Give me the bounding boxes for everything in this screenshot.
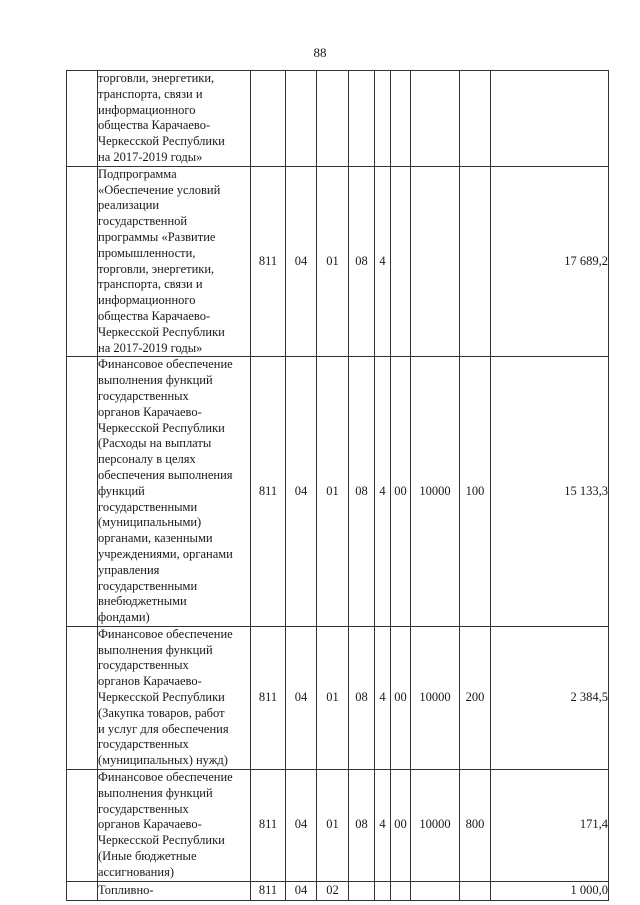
table-row: [67, 357, 609, 627]
direction-code: 10000: [411, 357, 460, 627]
table-row: [67, 71, 609, 167]
admin-code: 811: [251, 770, 286, 882]
subsection-code: [317, 71, 349, 167]
program-code: 08: [349, 626, 375, 769]
amount: 15 133,3: [491, 357, 609, 627]
program-code: 08: [349, 357, 375, 627]
amount: 17 689,2: [491, 166, 609, 357]
expense-type-code: [460, 881, 491, 900]
program-code: [349, 881, 375, 900]
amount: [491, 71, 609, 167]
row-name: Топливно-: [98, 882, 154, 897]
amount: 171,4: [491, 770, 609, 882]
expense-type-code: 100: [460, 357, 491, 627]
table-row: [67, 166, 609, 357]
amount: 2 384,5: [491, 626, 609, 769]
subsection-code: 02: [317, 881, 349, 900]
row-name: торговли, энергетики, транспорта, связи и информационного общества Карачаево- Черкесской Республики на 2017-2019 годы»: [98, 71, 225, 164]
row-name: Финансовое обеспечение выполнения функций государственных органов Карачаево- Черкесской Республики (Расходы на выплаты персоналу в целях обеспечения выполнения функций государственными (муниципальными) органами, казенными учреждениями, органами управления государственными внебюджетными фондами): [98, 357, 233, 625]
direction-code: [411, 166, 460, 357]
subprogram-code: 4: [375, 166, 391, 357]
subprogram-code: [375, 881, 391, 900]
row-number-cell: [67, 881, 98, 900]
admin-code: 811: [251, 166, 286, 357]
expense-type-code: [460, 166, 491, 357]
section-code: 04: [286, 166, 317, 357]
section-code: 04: [286, 357, 317, 627]
row-number-cell: [67, 626, 98, 769]
expense-type-code: 800: [460, 770, 491, 882]
program-code: 08: [349, 770, 375, 882]
subprogram-code: 4: [375, 770, 391, 882]
row-name-cell: [98, 357, 251, 627]
row-name-cell: [98, 166, 251, 357]
program-code: 08: [349, 166, 375, 357]
subsection-code: 01: [317, 770, 349, 882]
amount: 1 000,0: [491, 881, 609, 900]
subprogram-code: 4: [375, 357, 391, 627]
subprogram-code: 4: [375, 626, 391, 769]
table-row: [67, 881, 609, 900]
section-code: [286, 71, 317, 167]
admin-code: 811: [251, 626, 286, 769]
direction-code: 10000: [411, 626, 460, 769]
row-name: Финансовое обеспечение выполнения функций государственных органов Карачаево- Черкесской Республики (Иные бюджетные ассигнования): [98, 770, 233, 879]
expense-type-code: 200: [460, 626, 491, 769]
direction-code: [411, 881, 460, 900]
subsection-code: 01: [317, 626, 349, 769]
row-name: Подпрограмма «Обеспечение условий реализации государственной программы «Развитие промышленности, торговли, энергетики, транспорта, связи и информационного общества Карачаево- Черкесской Республики на 2017-2019 годы»: [98, 166, 225, 355]
direction-code: [411, 71, 460, 167]
row-number-cell: [67, 71, 98, 167]
program-code: [349, 71, 375, 167]
page-number: 88: [313, 45, 327, 60]
row-name: Финансовое обеспечение выполнения функций государственных органов Карачаево- Черкесской Республики (Закупка товаров, работ и услуг для обеспечения государственных (муниципальных) нужд): [98, 626, 233, 768]
main-event-code: 00: [391, 770, 411, 882]
row-name-cell: [98, 71, 251, 167]
admin-code: [251, 71, 286, 167]
main-event-code: [391, 71, 411, 167]
table-row: [67, 770, 609, 882]
section-code: 04: [286, 881, 317, 900]
row-name-cell: [98, 770, 251, 882]
table-row: [67, 626, 609, 769]
row-number-cell: [67, 770, 98, 882]
direction-code: 10000: [411, 770, 460, 882]
section-code: 04: [286, 626, 317, 769]
subsection-code: 01: [317, 357, 349, 627]
admin-code: 811: [251, 881, 286, 900]
subsection-code: 01: [317, 166, 349, 357]
main-event-code: [391, 881, 411, 900]
main-event-code: 00: [391, 357, 411, 627]
main-event-code: 00: [391, 626, 411, 769]
main-event-code: [391, 166, 411, 357]
row-name-cell: [98, 626, 251, 769]
row-number-cell: [67, 166, 98, 357]
section-code: 04: [286, 770, 317, 882]
row-name-cell: [98, 881, 251, 900]
subprogram-code: [375, 71, 391, 167]
admin-code: 811: [251, 357, 286, 627]
expense-type-code: [460, 71, 491, 167]
row-number-cell: [67, 357, 98, 627]
budget-table: [66, 70, 609, 901]
